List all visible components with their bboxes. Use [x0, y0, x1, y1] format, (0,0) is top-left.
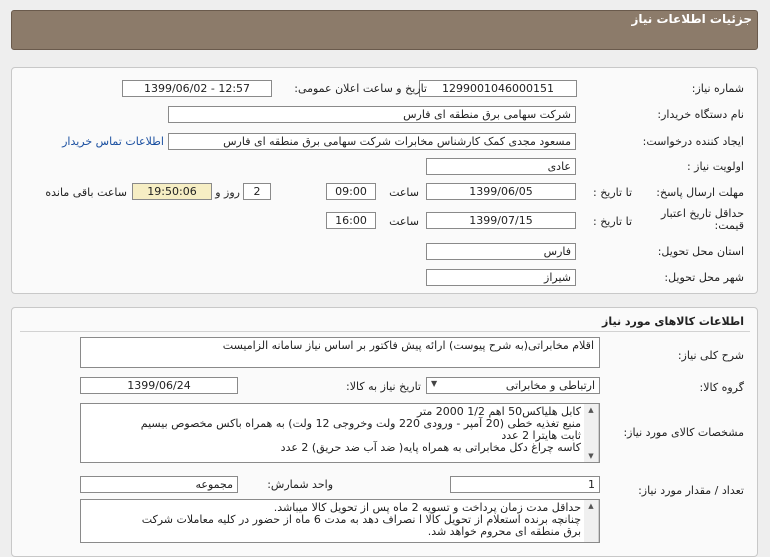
count-label: تعداد / مقدار مورد نیاز:: [638, 484, 744, 497]
province-field: فارس: [426, 243, 576, 260]
notes-line: چنانچه برنده استعلام از تحویل کالا ا نصراف دهد به مدت 6 ماه از حضور در کلیه معاملات شرکت: [141, 513, 581, 526]
goods-group-value: ارتباطی و مخابراتی: [505, 379, 595, 392]
validity-time-label: ساعت: [389, 215, 419, 228]
province-label: استان محل تحویل:: [657, 245, 744, 258]
count-field: 1: [450, 476, 600, 493]
deadline-time-label: ساعت: [389, 186, 419, 199]
specs-line: کابل هلیاکس50 اهم 1/2 2000 متر: [416, 405, 581, 418]
buyer-field: شرکت سهامی برق منطقه ای فارس: [168, 106, 576, 123]
deadline-time-field: 09:00: [326, 183, 376, 200]
specs-label: مشخصات کالای مورد نیاز:: [623, 426, 744, 439]
goods-group-select[interactable]: [426, 377, 600, 394]
deadline-label: مهلت ارسال پاسخ:: [656, 186, 744, 199]
need-date-field: 1399/06/24: [80, 377, 238, 394]
scroll-up-icon[interactable]: ▲: [588, 502, 594, 510]
days-label: روز و: [215, 186, 240, 199]
notes-line: حداقل مدت زمان پرداخت و تسویه 2 ماه پس از تحویل کالا میباشد.: [273, 501, 581, 514]
buyer-label: نام دستگاه خریدار:: [657, 108, 744, 121]
specs-line: ثابت هایترا 2 عدد: [501, 429, 581, 442]
priority-label: اولویت نیاز :: [686, 160, 744, 173]
goods-group-label: گروه کالا:: [699, 381, 744, 394]
remaining-time-field: 19:50:06: [132, 183, 212, 200]
page-title: جزئیات اطلاعات نیاز: [631, 12, 752, 26]
description-field: اقلام مخابراتی(به شرح پیوست) ارائه پیش فاکتور بر اساس نیاز سامانه الزامیست: [80, 337, 600, 368]
section-divider: [20, 331, 750, 332]
need-number-label: شماره نیاز:: [691, 82, 744, 95]
goods-section-title: اطلاعات کالاهای مورد نیاز: [602, 315, 744, 328]
specs-scrollbar[interactable]: [584, 404, 599, 462]
specs-line: کاسه چراغ دکل مخابراتی به همراه پایه( ضد آب ضد حریق) 2 عدد: [280, 441, 581, 454]
creator-field: مسعود مجدی کمک کارشناس مخابرات شرکت سهامی برق منطقه ای فارس: [168, 133, 576, 150]
deadline-until-label: تا تاریخ :: [593, 186, 632, 199]
scroll-down-icon[interactable]: ▼: [588, 452, 594, 460]
validity-until-label: تا تاریخ :: [593, 215, 632, 228]
announce-field: 1399/06/02 - 12:57: [122, 80, 272, 97]
notes-line: برق منطقه ای محروم خواهد شد.: [427, 525, 581, 538]
deadline-date-field: 1399/06/05: [426, 183, 576, 200]
announce-label: تاریخ و ساعت اعلان عمومی:: [294, 82, 427, 95]
scroll-up-icon[interactable]: ▲: [588, 406, 594, 414]
specs-line: منبع تغذیه خطی (20 آمپر - ورودی 220 ولت وخروجی 12 ولت) به همراه باکس مخصوص بیسیم: [140, 417, 581, 430]
validity-time-field: 16:00: [326, 212, 376, 229]
priority-field: عادی: [426, 158, 576, 175]
days-field: 2: [243, 183, 271, 200]
unit-field: مجموعه: [80, 476, 238, 493]
creator-label: ایجاد کننده درخواست:: [642, 135, 744, 148]
validity-date-field: 1399/07/15: [426, 212, 576, 229]
need-date-label: تاریخ نیاز به کالا:: [346, 380, 421, 393]
notes-scrollbar[interactable]: [584, 500, 599, 542]
city-field: شیراز: [426, 269, 576, 286]
buyer-notes-field: [80, 499, 600, 543]
unit-label: واحد شمارش:: [267, 478, 333, 491]
need-number-field: 1299001046000151: [419, 80, 577, 97]
city-label: شهر محل تحویل:: [664, 271, 744, 284]
validity-label: حداقل تاریخ اعتبار قیمت:: [660, 207, 744, 232]
chevron-down-icon: ▼: [431, 379, 438, 388]
specs-field: [80, 403, 600, 463]
buyer-contact-link[interactable]: اطلاعات تماس خریدار: [62, 135, 164, 148]
need-info-panel: [11, 67, 758, 294]
description-label: شرح کلی نیاز:: [677, 349, 744, 362]
remaining-label: ساعت باقی مانده: [45, 186, 127, 199]
